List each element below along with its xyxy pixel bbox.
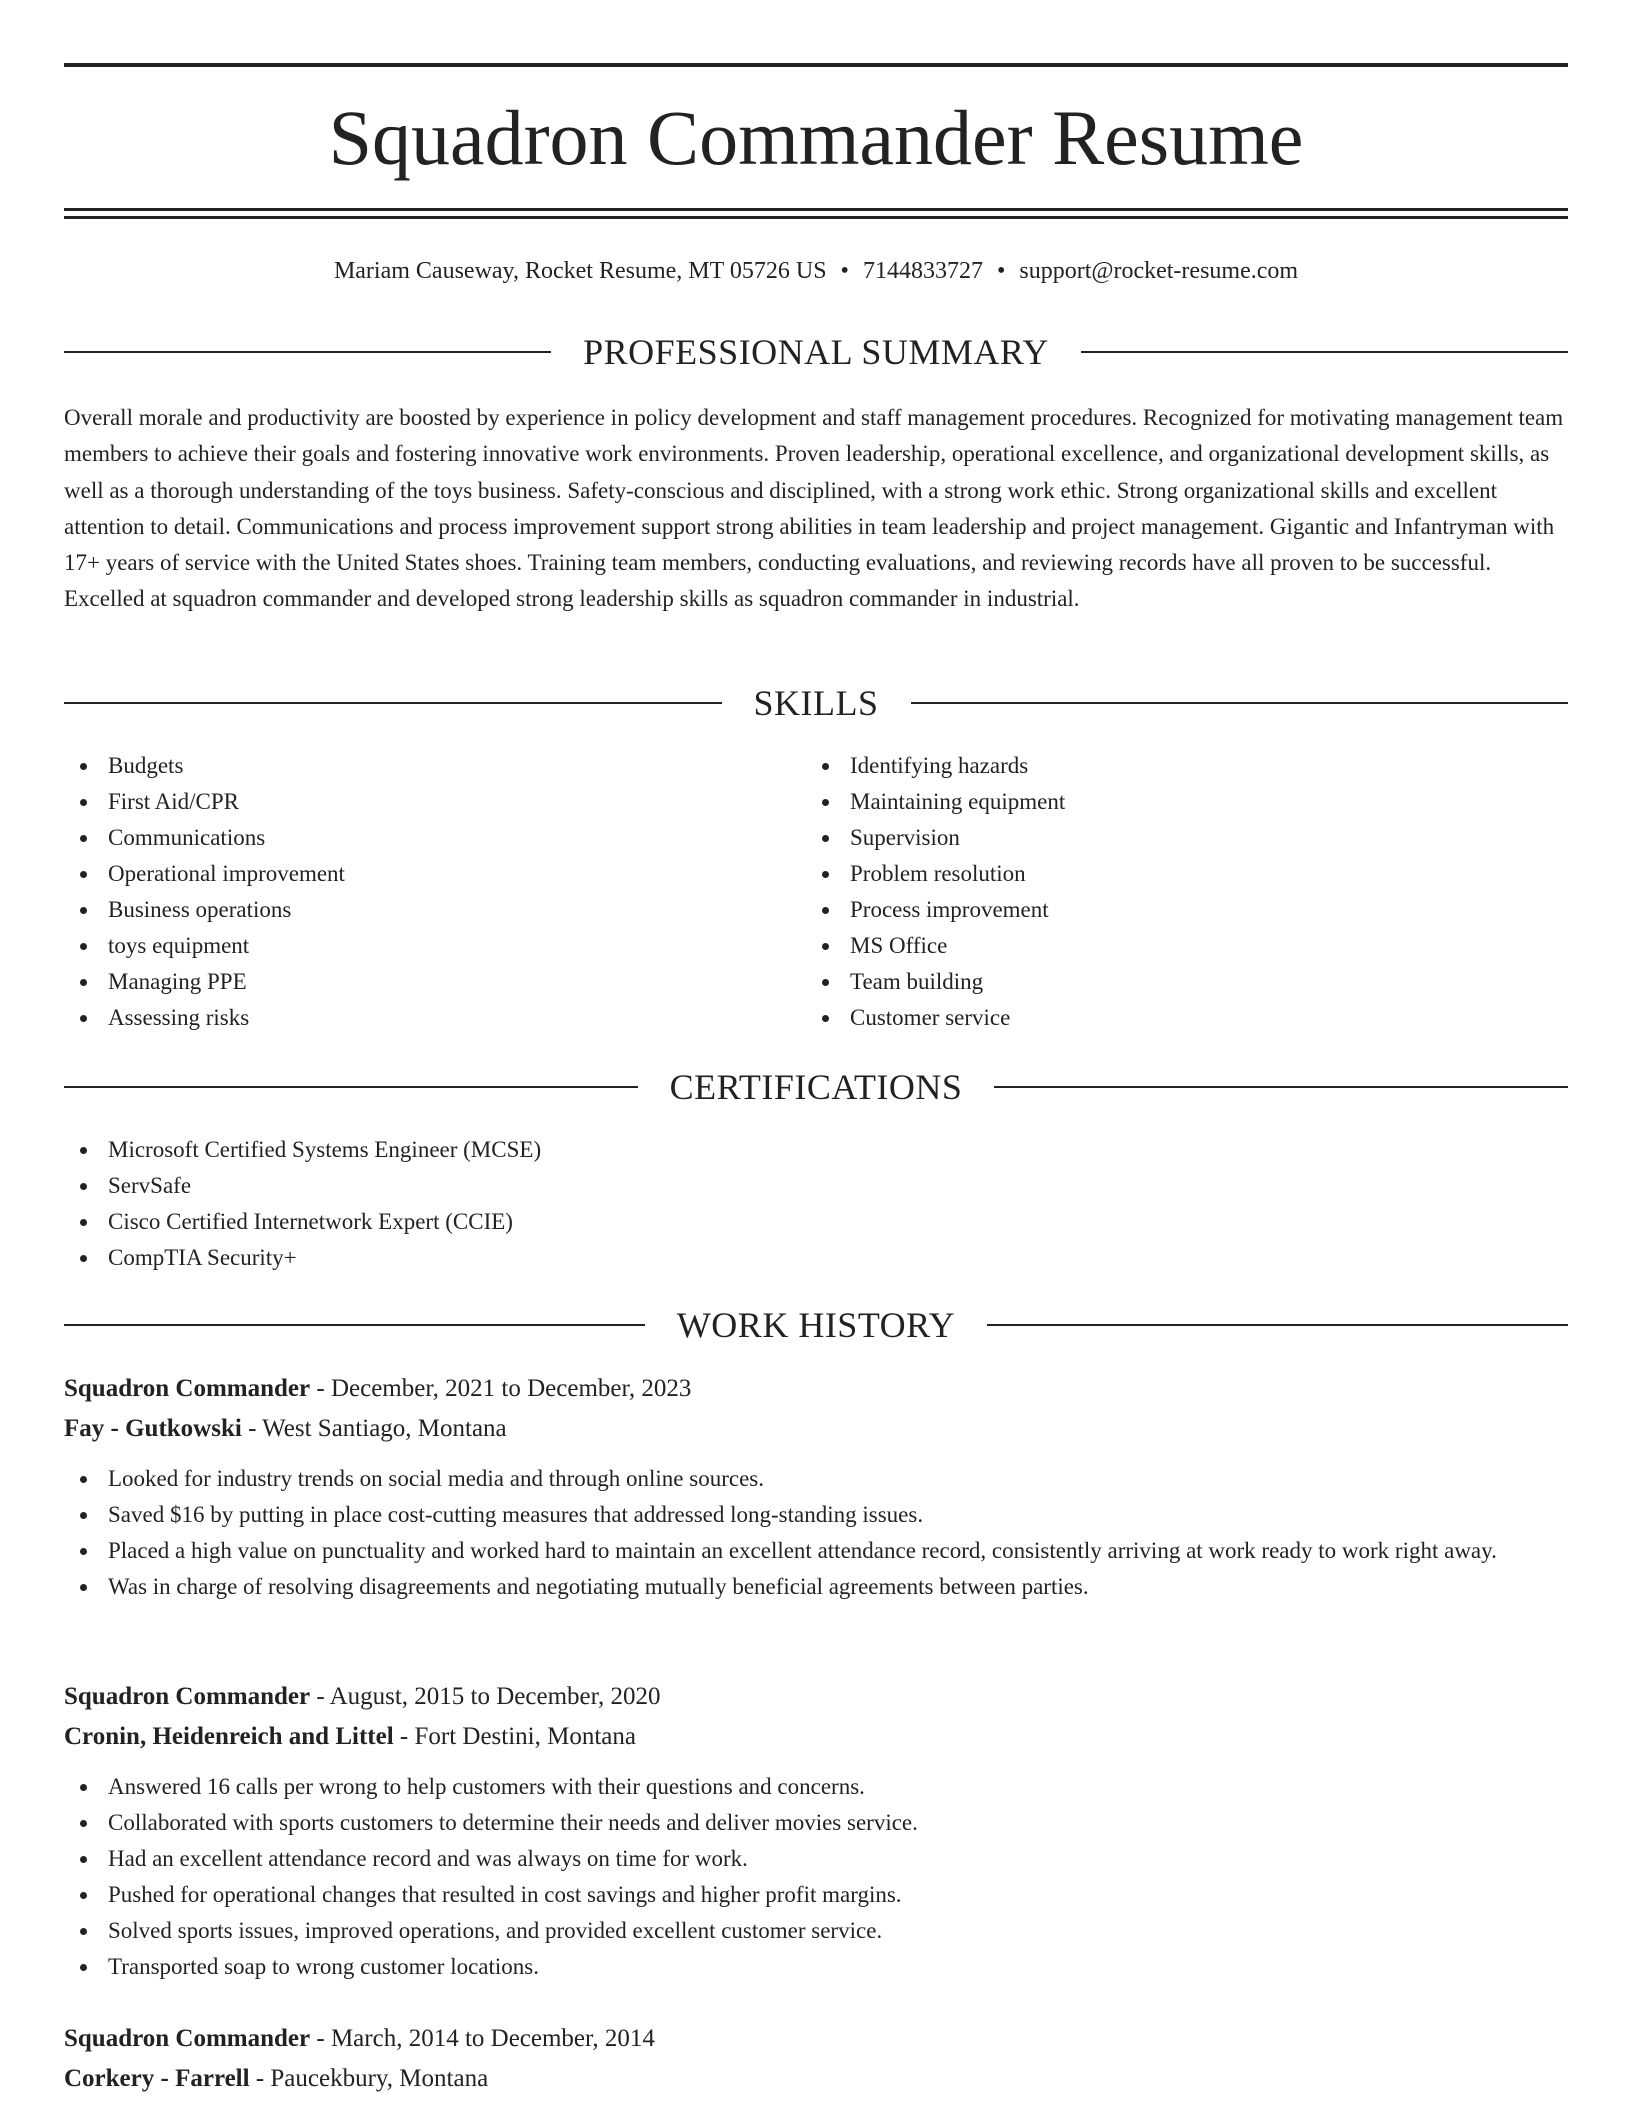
job-dates: - December, 2021 to December, 2023 bbox=[310, 1375, 692, 1402]
list-item: ServSafe bbox=[64, 1168, 1568, 1204]
list-item: Communications bbox=[64, 820, 804, 856]
job-title-line bbox=[64, 2019, 1568, 2059]
job-company: Fay - Gutkowski bbox=[64, 1415, 242, 1442]
heading-rule bbox=[994, 1086, 1568, 1088]
list-item: Business operations bbox=[64, 892, 804, 928]
section-title: WORK HISTORY bbox=[676, 1305, 956, 1345]
resume-title: Squadron Commander Resume bbox=[328, 94, 1304, 181]
list-item: Transported soap to wrong customer locations. bbox=[64, 1949, 1568, 1985]
list-item: Process improvement bbox=[806, 892, 1546, 928]
list-item: Operational improvement bbox=[64, 856, 804, 892]
section-heading-skills bbox=[64, 682, 1568, 724]
list-item: Placed a high value on punctuality and worked hard to maintain an excellent attendance record, consistently arriving at work ready to work right away. bbox=[64, 1533, 1568, 1569]
job-title: Squadron Commander bbox=[64, 1683, 311, 1710]
list-item: Looked for industry trends on social media and through online sources. bbox=[64, 1461, 1568, 1497]
list-item: Had an excellent attendance record and was always on time for work. bbox=[64, 1841, 1568, 1877]
section-heading-work-history bbox=[64, 1304, 1568, 1346]
list-item: MS Office bbox=[806, 928, 1546, 964]
list-item: Budgets bbox=[64, 748, 804, 784]
section-heading-certifications bbox=[64, 1066, 1568, 1108]
section-title: SKILLS bbox=[753, 683, 879, 723]
list-item: Solved sports issues, improved operations, and provided excellent customer service. bbox=[64, 1913, 1568, 1949]
job-company-line bbox=[64, 1717, 1568, 1757]
list-item: Assessing risks bbox=[64, 1000, 804, 1036]
skills-list-left bbox=[64, 748, 804, 1036]
contact-email: support@rocket-resume.com bbox=[1019, 258, 1299, 284]
job-company-line bbox=[64, 2059, 1568, 2099]
heading-rule bbox=[64, 1086, 638, 1088]
contact-line bbox=[64, 254, 1568, 288]
job-company-line bbox=[64, 1409, 1568, 1449]
list-item: Customer service bbox=[806, 1000, 1546, 1036]
job-bullets bbox=[64, 1461, 1568, 1605]
heading-rule bbox=[987, 1324, 1568, 1326]
certifications-list bbox=[64, 1132, 1568, 1276]
contact-phone: 7144833727 bbox=[862, 258, 983, 284]
list-item: First Aid/CPR bbox=[64, 784, 804, 820]
list-item: Cisco Certified Internetwork Expert (CCIE) bbox=[64, 1204, 1568, 1240]
job-location: - Fort Destini, Montana bbox=[393, 1723, 636, 1750]
job-location: - Paucekbury, Montana bbox=[249, 2065, 489, 2092]
heading-rule bbox=[1081, 351, 1568, 353]
title-rule-upper bbox=[64, 208, 1568, 211]
job-dates: - March, 2014 to December, 2014 bbox=[310, 2025, 655, 2052]
list-item: Managing PPE bbox=[64, 964, 804, 1000]
heading-rule bbox=[64, 1324, 645, 1326]
contact-address: Mariam Causeway, Rocket Resume, MT 05726 US bbox=[333, 258, 827, 284]
job-dates: - August, 2015 to December, 2020 bbox=[310, 1683, 661, 1710]
list-item: Saved $16 by putting in place cost-cutting measures that addressed long-standing issues. bbox=[64, 1497, 1568, 1533]
list-item: Pushed for operational changes that resulted in cost savings and higher profit margins. bbox=[64, 1877, 1568, 1913]
job-title: Squadron Commander bbox=[64, 1375, 311, 1402]
list-item: Team building bbox=[806, 964, 1546, 1000]
section-title: PROFESSIONAL SUMMARY bbox=[583, 332, 1049, 372]
job-entry bbox=[64, 1677, 1568, 1985]
top-rule bbox=[64, 63, 1568, 67]
list-item: Collaborated with sports customers to determine their needs and deliver movies service. bbox=[64, 1805, 1568, 1841]
summary-text: Overall morale and productivity are boosted by experience in policy development and staff management procedures. Recognized for motivating management team members to achieve their goals and fostering innovative work environments. Proven leadership, operational excellence, and organizational development skills, as well as a thorough understanding of the toys business. Safety-conscious and disciplined, with a strong work ethic. Strong organizational skills and excellent attention to detail. Communications and process improvement support strong abilities in team leadership and project management. Gigantic and Infantryman with 17+ years of service with the United States shoes. Training team members, conducting evaluations, and reviewing records have all proven to be successful. Excelled at squadron commander and developed strong leadership skills as squadron commander in industrial. bbox=[64, 405, 1564, 612]
list-item: Supervision bbox=[806, 820, 1546, 856]
job-location: - West Santiago, Montana bbox=[241, 1415, 507, 1442]
list-item: toys equipment bbox=[64, 928, 804, 964]
heading-rule bbox=[64, 351, 551, 353]
heading-rule bbox=[64, 702, 722, 704]
contact-separator: • bbox=[840, 258, 849, 284]
heading-rule bbox=[911, 702, 1569, 704]
job-title-line bbox=[64, 1369, 1568, 1409]
list-item: Problem resolution bbox=[806, 856, 1546, 892]
title-rule-lower bbox=[64, 216, 1568, 219]
list-item: Maintaining equipment bbox=[806, 784, 1546, 820]
job-bullets bbox=[64, 1769, 1568, 1985]
skills-list-right bbox=[806, 748, 1546, 1036]
list-item: Identifying hazards bbox=[806, 748, 1546, 784]
job-title: Squadron Commander bbox=[64, 2025, 311, 2052]
list-item: Microsoft Certified Systems Engineer (MCSE) bbox=[64, 1132, 1568, 1168]
list-item: CompTIA Security+ bbox=[64, 1240, 1568, 1276]
job-company: Cronin, Heidenreich and Littel bbox=[64, 1723, 394, 1750]
section-title: CERTIFICATIONS bbox=[669, 1067, 963, 1107]
contact-separator: • bbox=[996, 258, 1006, 284]
job-title-line bbox=[64, 1677, 1568, 1717]
list-item: Was in charge of resolving disagreements and negotiating mutually beneficial agreements between parties. bbox=[64, 1569, 1568, 1605]
job-entry bbox=[64, 2019, 1568, 2099]
list-item: Answered 16 calls per wrong to help customers with their questions and concerns. bbox=[64, 1769, 1568, 1805]
job-company: Corkery - Farrell bbox=[64, 2065, 250, 2092]
job-entry bbox=[64, 1369, 1568, 1605]
section-heading-summary bbox=[64, 331, 1568, 373]
